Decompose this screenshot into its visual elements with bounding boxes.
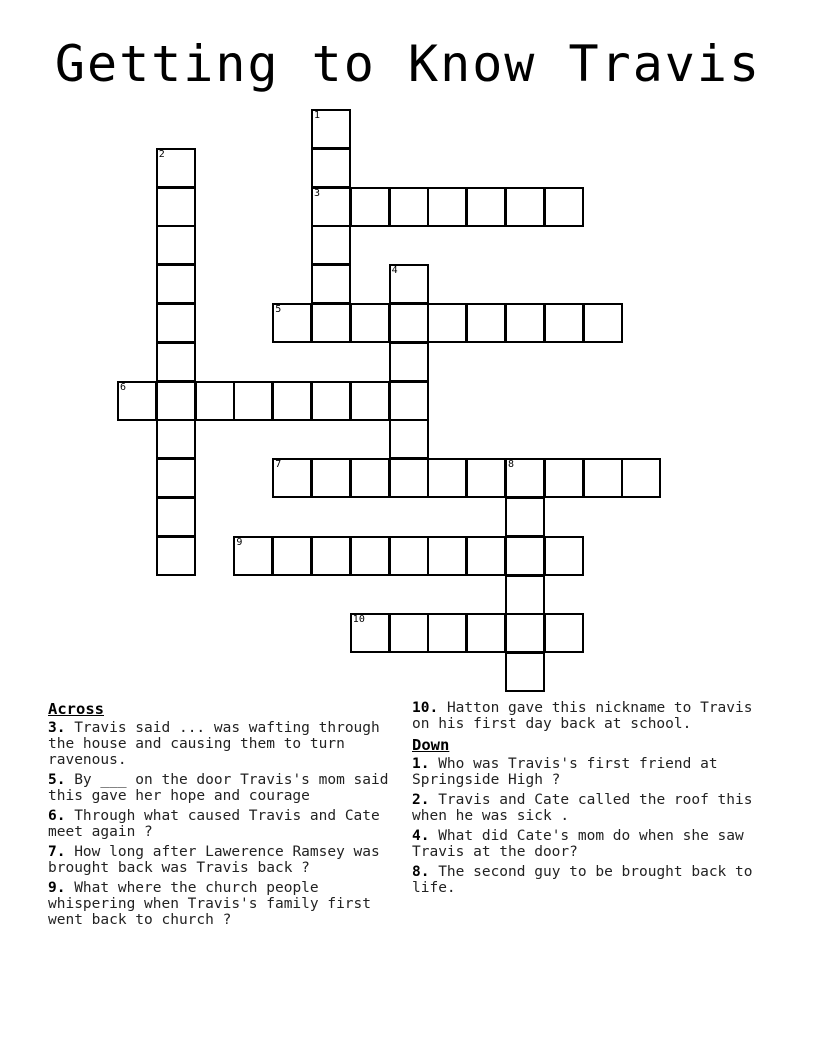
grid-cell[interactable] bbox=[156, 536, 196, 576]
across-clue bbox=[48, 808, 408, 840]
grid-cell[interactable] bbox=[389, 303, 429, 343]
clue-text: Through what caused Travis and Cate meet again ? bbox=[48, 808, 380, 840]
grid-cell[interactable] bbox=[156, 225, 196, 265]
grid-cell[interactable] bbox=[156, 148, 196, 188]
grid-cell[interactable] bbox=[311, 303, 351, 343]
grid-cell[interactable] bbox=[233, 381, 273, 421]
clue-number: 3. bbox=[48, 720, 66, 736]
grid-cell[interactable] bbox=[233, 536, 273, 576]
grid-cell[interactable] bbox=[544, 613, 584, 653]
grid-cell[interactable] bbox=[156, 458, 196, 498]
clue-text: How long after Lawerence Ramsey was brought back was Travis back ? bbox=[48, 844, 380, 876]
grid-cell[interactable] bbox=[389, 536, 429, 576]
grid-cell[interactable] bbox=[350, 303, 390, 343]
grid-cell[interactable] bbox=[350, 458, 390, 498]
grid-cell[interactable] bbox=[505, 613, 545, 653]
grid-cell[interactable] bbox=[350, 187, 390, 227]
grid-cell[interactable] bbox=[505, 187, 545, 227]
clue-number: 10. bbox=[412, 700, 439, 716]
grid-cell[interactable] bbox=[389, 187, 429, 227]
clue-number: 5. bbox=[48, 772, 66, 788]
grid-cell[interactable] bbox=[156, 264, 196, 304]
grid-cell[interactable] bbox=[350, 536, 390, 576]
grid-cell[interactable] bbox=[427, 613, 467, 653]
clue-text: Travis said ... was wafting through the house and causing them to turn ravenous. bbox=[48, 720, 380, 768]
clue-text: Who was Travis's first friend at Springside High ? bbox=[412, 756, 718, 788]
grid-cell[interactable] bbox=[544, 458, 584, 498]
grid-cell[interactable] bbox=[311, 264, 351, 304]
grid-cell[interactable] bbox=[156, 303, 196, 343]
grid-cell[interactable] bbox=[195, 381, 235, 421]
grid-cell[interactable] bbox=[389, 342, 429, 382]
clue-number: 7. bbox=[48, 844, 66, 860]
grid-cell[interactable] bbox=[427, 303, 467, 343]
grid-cell[interactable] bbox=[427, 458, 467, 498]
cell-number: 7 bbox=[275, 459, 282, 471]
clue-number: 8. bbox=[412, 864, 430, 880]
grid-cell[interactable] bbox=[389, 458, 429, 498]
grid-cell[interactable] bbox=[583, 458, 623, 498]
cell-number: 5 bbox=[275, 304, 282, 315]
grid-cell[interactable] bbox=[466, 458, 506, 498]
down-clue bbox=[412, 828, 772, 860]
grid-cell[interactable] bbox=[583, 303, 623, 343]
grid-cell[interactable] bbox=[311, 225, 351, 265]
clue-number: 6. bbox=[48, 808, 66, 824]
down-heading: Down bbox=[412, 736, 450, 754]
across-clue bbox=[412, 700, 772, 732]
grid-cell[interactable] bbox=[466, 536, 506, 576]
puzzle-title: Getting to Know Travis bbox=[54, 35, 762, 93]
cell-number: 6 bbox=[120, 381, 127, 393]
cell-number: 3 bbox=[314, 187, 321, 199]
grid-cell[interactable] bbox=[427, 187, 467, 227]
clues-left-column bbox=[48, 700, 408, 932]
grid-cell[interactable] bbox=[389, 381, 429, 421]
grid-cell[interactable] bbox=[621, 458, 661, 498]
grid-cell[interactable] bbox=[156, 342, 196, 382]
clue-text: What did Cate's mom do when she saw Travis at the door? bbox=[412, 828, 744, 860]
grid-cell[interactable] bbox=[156, 497, 196, 537]
clue-text: What where the church people whispering when Travis's family first went back to church ? bbox=[48, 880, 372, 928]
grid-cell[interactable] bbox=[311, 536, 351, 576]
grid-cell[interactable] bbox=[466, 613, 506, 653]
grid-cell[interactable] bbox=[466, 303, 506, 343]
clue-number: 9. bbox=[48, 880, 66, 896]
down-clue bbox=[412, 792, 772, 824]
grid-cell[interactable] bbox=[156, 419, 196, 459]
across-clue bbox=[48, 880, 408, 928]
cell-number: 8 bbox=[508, 459, 515, 471]
grid-cell[interactable] bbox=[505, 497, 545, 537]
grid-cell[interactable] bbox=[505, 575, 545, 615]
grid-cell[interactable] bbox=[117, 381, 157, 421]
grid-cell[interactable] bbox=[311, 381, 351, 421]
grid-cell[interactable] bbox=[311, 109, 351, 149]
cell-number: 9 bbox=[236, 536, 243, 548]
grid-cell[interactable] bbox=[466, 187, 506, 227]
clue-number: 1. bbox=[412, 756, 430, 772]
clue-number: 2. bbox=[412, 792, 430, 808]
grid-cell[interactable] bbox=[505, 458, 545, 498]
cell-number: 4 bbox=[391, 265, 398, 277]
grid-cell[interactable] bbox=[389, 419, 429, 459]
across-heading: Across bbox=[48, 700, 104, 718]
grid-cell[interactable] bbox=[311, 187, 351, 227]
grid-cell[interactable] bbox=[505, 536, 545, 576]
clue-number: 4. bbox=[412, 828, 430, 844]
grid-cell[interactable] bbox=[544, 536, 584, 576]
grid-cell[interactable] bbox=[544, 187, 584, 227]
grid-cell[interactable] bbox=[389, 613, 429, 653]
grid-cell[interactable] bbox=[544, 303, 584, 343]
grid-cell[interactable] bbox=[272, 458, 312, 498]
grid-cell[interactable] bbox=[272, 303, 312, 343]
grid-cell[interactable] bbox=[389, 264, 429, 304]
across-clue bbox=[48, 844, 408, 876]
across-clue bbox=[48, 772, 408, 804]
cell-number: 1 bbox=[314, 110, 321, 121]
grid-cell[interactable] bbox=[156, 187, 196, 227]
grid-cell[interactable] bbox=[272, 381, 312, 421]
clue-text: Hatton gave this nickname to Travis on his first day back at school. bbox=[412, 700, 753, 732]
cell-number: 2 bbox=[158, 148, 165, 160]
grid-cell[interactable] bbox=[505, 303, 545, 343]
clues-right-column bbox=[412, 700, 772, 900]
clue-text: The second guy to be brought back to life. bbox=[412, 864, 753, 896]
grid-cell[interactable] bbox=[272, 536, 312, 576]
grid-cell[interactable] bbox=[311, 458, 351, 498]
cell-number: 10 bbox=[352, 614, 365, 626]
grid-cell[interactable] bbox=[311, 148, 351, 188]
down-clue bbox=[412, 756, 772, 788]
grid-cell[interactable] bbox=[350, 613, 390, 653]
grid-cell[interactable] bbox=[505, 652, 545, 692]
across-clue bbox=[48, 720, 408, 768]
grid-cell[interactable] bbox=[350, 381, 390, 421]
grid-cell[interactable] bbox=[156, 381, 196, 421]
down-clue bbox=[412, 864, 772, 896]
clue-text: By ___ on the door Travis's mom said this gave her hope and courage bbox=[48, 772, 389, 804]
grid-cell[interactable] bbox=[427, 536, 467, 576]
clue-text: Travis and Cate called the roof this when he was sick . bbox=[412, 792, 753, 824]
